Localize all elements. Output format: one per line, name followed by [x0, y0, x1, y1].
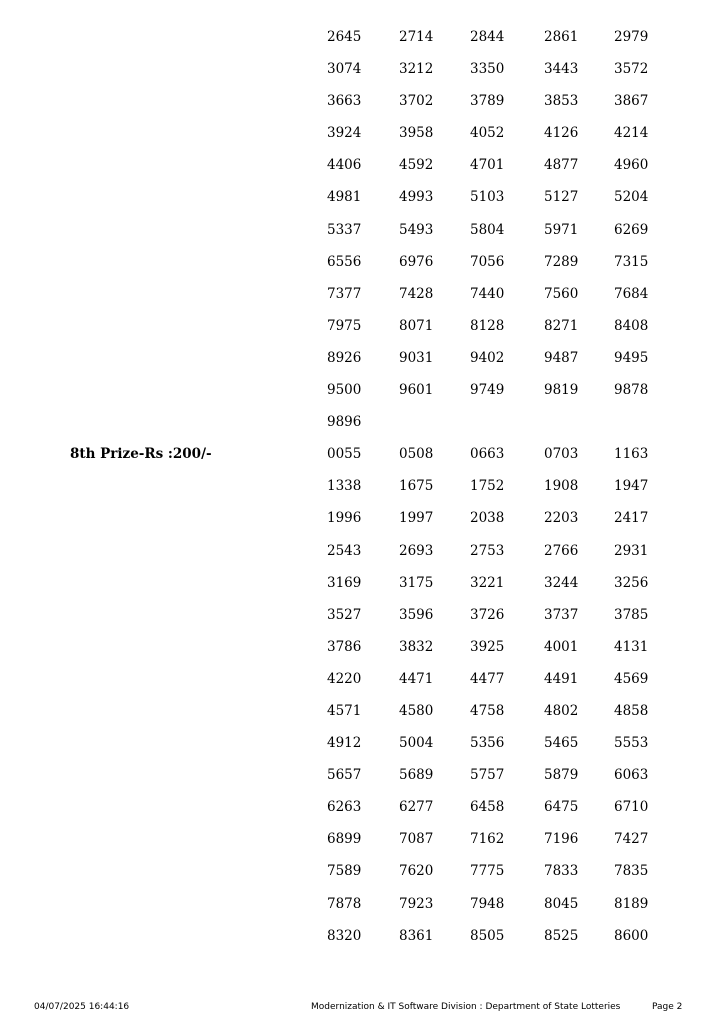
winning-number: 9031 [399, 349, 434, 366]
winning-number: 8189 [614, 895, 649, 912]
number-row [327, 671, 667, 703]
winning-number: 4592 [399, 157, 434, 174]
winning-number: 5004 [399, 735, 434, 752]
winning-number: 7975 [327, 317, 362, 334]
winning-number: 7923 [399, 895, 434, 912]
winning-number: 2931 [614, 542, 649, 559]
winning-number: 3925 [470, 638, 505, 655]
number-row [327, 446, 667, 478]
winning-number: 7835 [614, 863, 649, 880]
winning-number: 2861 [544, 29, 579, 45]
winning-number: 4471 [399, 670, 434, 687]
number-row [327, 767, 667, 799]
winning-number: 5493 [399, 221, 434, 238]
winning-number: 3785 [614, 606, 649, 623]
winning-number: 1997 [399, 510, 434, 527]
winning-number: 4580 [399, 702, 434, 719]
winning-number: 9749 [470, 382, 505, 399]
winning-number: 1675 [399, 478, 434, 495]
winning-number: 8525 [544, 927, 579, 944]
winning-number: 3527 [327, 606, 362, 623]
winning-number: 7589 [327, 863, 362, 880]
page-footer [0, 1001, 724, 1015]
winning-number: 3737 [544, 606, 579, 623]
winning-number: 5804 [470, 221, 505, 238]
winning-number: 9402 [470, 349, 505, 366]
number-row [327, 896, 667, 928]
winning-number: 8505 [470, 927, 505, 944]
number-row [327, 254, 667, 286]
winning-number: 4858 [614, 702, 649, 719]
winning-number: 9487 [544, 349, 579, 366]
winning-number: 8600 [614, 927, 649, 944]
winning-number: 6556 [327, 253, 362, 270]
winning-number: 6277 [399, 799, 434, 816]
winning-number: 3663 [327, 93, 362, 110]
winning-number: 3853 [544, 93, 579, 110]
winning-number: 3169 [327, 574, 362, 591]
winning-number: 0663 [470, 446, 505, 463]
winning-number: 5337 [327, 221, 362, 238]
winning-number: 7440 [470, 285, 505, 302]
winning-number: 2844 [470, 29, 505, 45]
number-row [327, 61, 667, 93]
winning-number: 3175 [399, 574, 434, 591]
number-row [327, 29, 667, 61]
winning-number: 5879 [544, 767, 579, 784]
winning-number: 5553 [614, 735, 649, 752]
winning-number: 2543 [327, 542, 362, 559]
winning-numbers-grid [327, 29, 667, 960]
number-row [327, 222, 667, 254]
winning-number: 3958 [399, 125, 434, 142]
winning-number: 4701 [470, 157, 505, 174]
winning-number: 4912 [327, 735, 362, 752]
winning-number: 1338 [327, 478, 362, 495]
winning-number: 4802 [544, 702, 579, 719]
footer-timestamp: 04/07/2025 16:44:16 [34, 1002, 130, 1012]
winning-number: 4571 [327, 702, 362, 719]
winning-number: 5127 [544, 189, 579, 206]
winning-number: 4960 [614, 157, 649, 174]
winning-number: 4569 [614, 670, 649, 687]
winning-number: 5971 [544, 221, 579, 238]
winning-number: 3786 [327, 638, 362, 655]
number-row [327, 478, 667, 510]
winning-number: 0703 [544, 446, 579, 463]
number-row [327, 799, 667, 831]
winning-number: 1163 [614, 446, 649, 463]
winning-number: 8320 [327, 927, 362, 944]
winning-number: 3572 [614, 61, 649, 78]
winning-number: 4981 [327, 189, 362, 206]
winning-number: 3789 [470, 93, 505, 110]
winning-number: 8926 [327, 349, 362, 366]
winning-number: 6899 [327, 831, 362, 848]
winning-number: 0055 [327, 446, 362, 463]
number-row [327, 189, 667, 221]
number-row [327, 703, 667, 735]
winning-number: 7427 [614, 831, 649, 848]
number-row [327, 414, 667, 446]
number-row [327, 928, 667, 960]
number-row [327, 831, 667, 863]
winning-number: 4001 [544, 638, 579, 655]
winning-number: 7560 [544, 285, 579, 302]
winning-number: 3074 [327, 61, 362, 78]
winning-number: 5757 [470, 767, 505, 784]
winning-number: 3924 [327, 125, 362, 142]
winning-number: 3212 [399, 61, 434, 78]
number-row [327, 863, 667, 895]
winning-number: 3443 [544, 61, 579, 78]
winning-number: 4126 [544, 125, 579, 142]
winning-number: 8128 [470, 317, 505, 334]
winning-number: 4477 [470, 670, 505, 687]
winning-number: 5103 [470, 189, 505, 206]
number-row [327, 510, 667, 542]
winning-number: 1908 [544, 478, 579, 495]
winning-number: 5356 [470, 735, 505, 752]
winning-number: 8408 [614, 317, 649, 334]
winning-number: 5204 [614, 189, 649, 206]
winning-number: 6976 [399, 253, 434, 270]
winning-number: 0508 [399, 446, 434, 463]
number-row [327, 382, 667, 414]
winning-number: 9819 [544, 382, 579, 399]
winning-number: 8071 [399, 317, 434, 334]
winning-number: 3832 [399, 638, 434, 655]
winning-number: 6269 [614, 221, 649, 238]
winning-number: 7684 [614, 285, 649, 302]
number-row [327, 607, 667, 639]
number-row [327, 350, 667, 382]
winning-number: 3702 [399, 93, 434, 110]
winning-number: 2645 [327, 29, 362, 45]
winning-number: 7833 [544, 863, 579, 880]
winning-number: 2203 [544, 510, 579, 527]
winning-number: 9878 [614, 382, 649, 399]
winning-number: 4220 [327, 670, 362, 687]
winning-number: 4052 [470, 125, 505, 142]
number-row [327, 735, 667, 767]
winning-number: 6458 [470, 799, 505, 816]
winning-number: 2714 [399, 29, 434, 45]
winning-number: 3596 [399, 606, 434, 623]
winning-number: 3350 [470, 61, 505, 78]
winning-number: 7056 [470, 253, 505, 270]
prize-8th-label: 8th Prize-Rs :200/- [70, 446, 212, 462]
winning-number: 7196 [544, 831, 579, 848]
winning-number: 3221 [470, 574, 505, 591]
winning-number: 9896 [327, 414, 362, 431]
winning-number: 5657 [327, 767, 362, 784]
winning-number: 7878 [327, 895, 362, 912]
winning-number: 7377 [327, 285, 362, 302]
winning-number: 7428 [399, 285, 434, 302]
winning-number: 2693 [399, 542, 434, 559]
winning-number: 2979 [614, 29, 649, 45]
winning-number: 5465 [544, 735, 579, 752]
winning-number: 9500 [327, 382, 362, 399]
winning-number: 1947 [614, 478, 649, 495]
winning-number: 4993 [399, 189, 434, 206]
winning-number: 4406 [327, 157, 362, 174]
winning-number: 4491 [544, 670, 579, 687]
winning-number: 6263 [327, 799, 362, 816]
winning-number: 2753 [470, 542, 505, 559]
winning-number: 7162 [470, 831, 505, 848]
winning-number: 7775 [470, 863, 505, 880]
winning-number: 2766 [544, 542, 579, 559]
winning-number: 2038 [470, 510, 505, 527]
number-row [327, 93, 667, 125]
number-row [327, 125, 667, 157]
winning-number: 8271 [544, 317, 579, 334]
footer-page-number: Page 2 [652, 1002, 683, 1012]
winning-number: 3726 [470, 606, 505, 623]
number-row [327, 543, 667, 575]
winning-number: 1996 [327, 510, 362, 527]
winning-number: 5689 [399, 767, 434, 784]
number-row [327, 639, 667, 671]
winning-number: 7315 [614, 253, 649, 270]
winning-number: 3867 [614, 93, 649, 110]
winning-number: 8045 [544, 895, 579, 912]
winning-number: 1752 [470, 478, 505, 495]
winning-number: 7620 [399, 863, 434, 880]
winning-number: 4877 [544, 157, 579, 174]
number-row [327, 286, 667, 318]
winning-number: 6710 [614, 799, 649, 816]
winning-number: 8361 [399, 927, 434, 944]
winning-number: 3244 [544, 574, 579, 591]
winning-number: 6063 [614, 767, 649, 784]
number-row [327, 157, 667, 189]
winning-number: 4214 [614, 125, 649, 142]
winning-number: 3256 [614, 574, 649, 591]
winning-number: 4758 [470, 702, 505, 719]
number-row [327, 575, 667, 607]
winning-number: 6475 [544, 799, 579, 816]
winning-number: 7289 [544, 253, 579, 270]
winning-number: 9495 [614, 349, 649, 366]
winning-number: 7087 [399, 831, 434, 848]
footer-organization: Modernization & IT Software Division : Department of State Lotteries [311, 1002, 621, 1012]
number-row [327, 318, 667, 350]
winning-number: 4131 [614, 638, 649, 655]
winning-number: 2417 [614, 510, 649, 527]
winning-number: 9601 [399, 382, 434, 399]
winning-number: 7948 [470, 895, 505, 912]
